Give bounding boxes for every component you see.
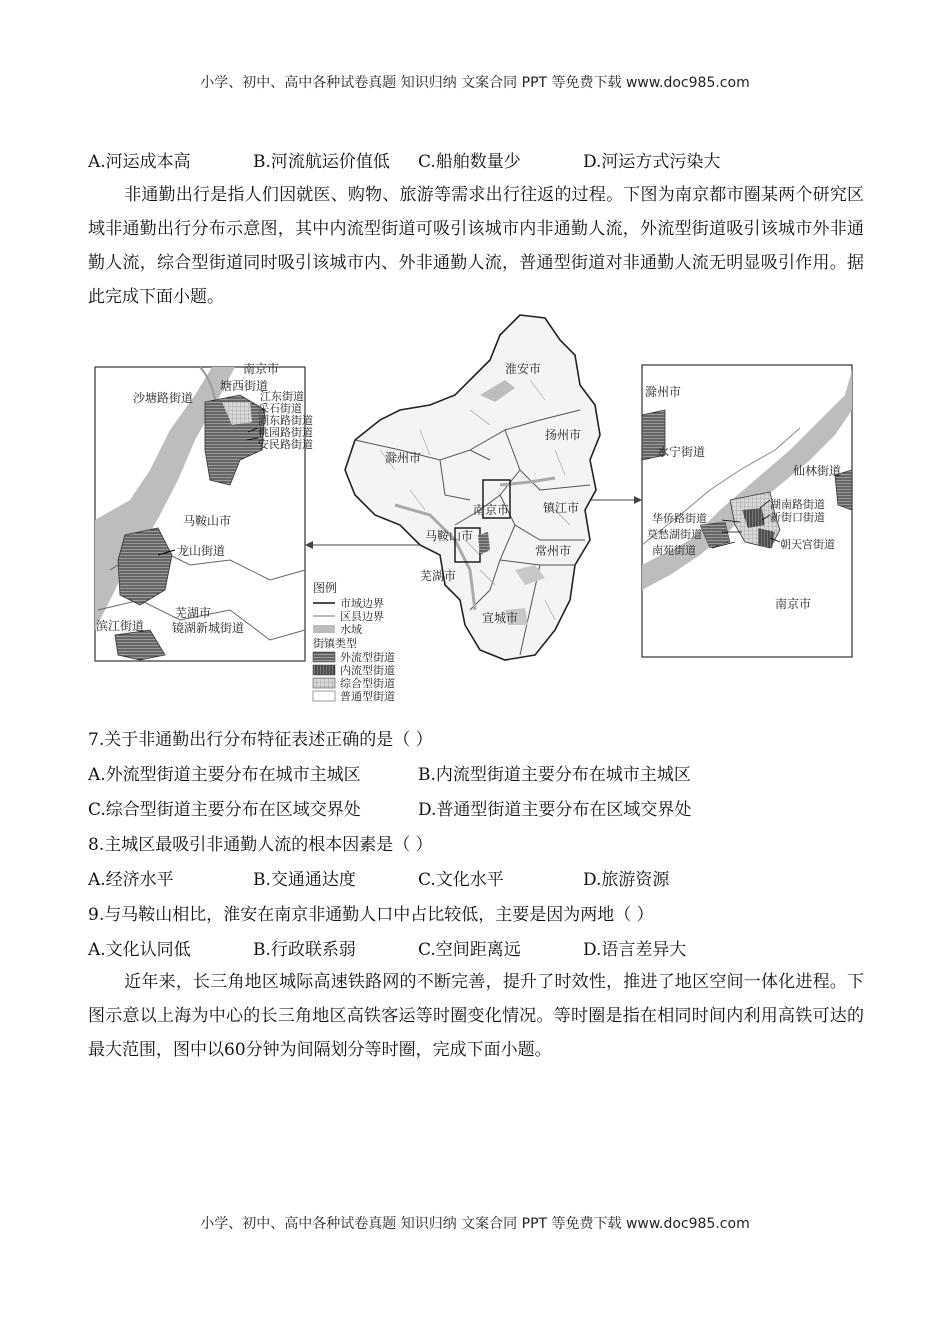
right-label-mochouhu: 莫愁湖街道 <box>647 528 702 541</box>
left-label-wuhu: 芜湖市 <box>175 606 212 620</box>
q6-option-c: C.船舶数量少 <box>418 152 521 172</box>
legend-district-border: 区县边界 <box>340 610 384 623</box>
center-label-nanjing: 南京市 <box>473 503 510 517</box>
right-connector-arrow <box>634 496 642 504</box>
legend-types-title: 街镇类型 <box>313 637 357 650</box>
left-label-anminlu: 安民路街道 <box>258 438 313 451</box>
center-label-huaian: 淮安市 <box>505 362 542 376</box>
left-connector-arrow <box>305 541 313 549</box>
left-label-jinghu: 镜湖新城街道 <box>172 621 245 635</box>
right-label-hunanlu: 湖南路街道 <box>770 498 825 511</box>
page-header: 小学、初中、高中各种试卷真题 知识归纳 文案合同 PPT 等免费下载 www.doc985.com <box>200 75 750 91</box>
left-label-jiangdong: 江东街道 <box>260 390 304 403</box>
left-label-caishi: 采石街道 <box>258 402 302 415</box>
right-label-chuzhou: 滁州市 <box>645 385 682 399</box>
right-label-huaqiaolu: 华侨路街道 <box>652 512 707 525</box>
legend-mixed: 综合型街道 <box>340 677 395 690</box>
q6-option-b: B.河流航运价值低 <box>253 152 390 172</box>
legend-inflow: 内流型街道 <box>340 664 395 677</box>
legend-city-border: 市域边界 <box>340 597 384 610</box>
q9-option-b: B.行政联系弱 <box>253 940 356 960</box>
q8-stem: 8.主城区最吸引非通勤人流的根本因素是（ ） <box>88 835 433 855</box>
center-label-chuzhou: 滁州市 <box>385 451 422 465</box>
center-label-wuhu: 芜湖市 <box>420 569 457 583</box>
right-label-xianlin: 仙林街道 <box>793 464 842 478</box>
left-label-binjiang: 滨江街道 <box>96 619 145 633</box>
q8-option-d: D.旅游资源 <box>583 870 670 890</box>
center-label-changzhou: 常州市 <box>535 544 572 558</box>
q6-option-a: A.河运成本高 <box>88 152 191 172</box>
intro-paragraph-1: 非通勤出行是指人们因就医、购物、旅游等需求出行往返的过程。下图为南京都市圈某两个研究区域非通勤出行分布示意图，其中内流型街道可吸引该城市内非通勤人流，外流型街道吸引该城市外非通勤人流，综合型街道同时吸引该城市内、外非通勤人流，普通型街道对非通勤人流无明显吸引作用。据此完成下面小题。 <box>88 185 864 307</box>
right-label-chaotiangong: 朝天宫街道 <box>780 538 835 551</box>
right-inset-map <box>642 365 852 657</box>
center-label-maanshan: 马鞍山市 <box>425 529 474 543</box>
right-label-shuining: 水宁街道 <box>657 445 706 459</box>
left-label-hudonglu: 湖东路街道 <box>258 414 313 427</box>
intro-paragraph-2: 近年来，长三角地区城际高速铁路网的不断完善，提升了时效性，推进了地区空间一体化进程。下图示意以上海为中心的长三角地区高铁客运等时圈变化情况。等时圈是指在相同时间内利用高铁可达的最大范围，图中以60分钟为间隔划分等时圈，完成下面小题。 <box>88 972 864 1060</box>
q9-option-d: D.语言差异大 <box>583 940 687 960</box>
center-label-yangzhou: 扬州市 <box>545 428 582 442</box>
q9-stem: 9.与马鞍山相比，淮安在南京非通勤人口中占比较低，主要是因为两地（ ） <box>88 905 654 925</box>
q7-stem: 7.关于非通勤出行分布特征表述正确的是（ ） <box>88 730 433 750</box>
left-label-taoyuanlu: 桃园路街道 <box>258 426 313 439</box>
q7-option-a: A.外流型街道主要分布在城市主城区 <box>88 765 361 785</box>
right-label-nanyuan: 南苑街道 <box>652 544 696 557</box>
legend-outflow: 外流型街道 <box>340 651 395 664</box>
q7-option-c: C.综合型街道主要分布在区域交界处 <box>88 800 361 820</box>
left-label-shatanglu: 沙塘路街道 <box>133 391 194 405</box>
q6-option-d: D.河运方式污染大 <box>583 152 721 172</box>
page-footer: 小学、初中、高中各种试卷真题 知识归纳 文案合同 PPT 等免费下载 www.doc985.com <box>200 1216 750 1232</box>
legend-title: 图例 <box>313 581 338 595</box>
q7-option-b: B.内流型街道主要分布在城市主城区 <box>418 765 691 785</box>
q8-option-a: A.经济水平 <box>88 870 174 890</box>
left-inset-map <box>95 361 313 661</box>
right-label-xinjiekou: 新街口街道 <box>770 511 825 524</box>
center-label-xuancheng: 宣城市 <box>482 611 519 625</box>
center-label-zhenjiang: 镇江市 <box>543 501 580 515</box>
q8-option-c: C.文化水平 <box>418 870 504 890</box>
left-label-nanjing: 南京市 <box>243 362 280 376</box>
map-legend <box>313 580 395 703</box>
q9-option-c: C.空间距离远 <box>418 940 521 960</box>
q7-option-d: D.普通型街道主要分布在区域交界处 <box>418 800 692 820</box>
q9-option-a: A.文化认同低 <box>88 940 191 960</box>
right-label-nanjing: 南京市 <box>775 597 812 611</box>
left-label-longshan: 龙山街道 <box>177 544 226 558</box>
q8-option-b: B.交通通达度 <box>253 870 356 890</box>
legend-normal: 普通型街道 <box>340 690 395 703</box>
left-label-tangxi: 塘西街道 <box>220 379 269 393</box>
nanjing-metro-map-figure <box>0 310 950 710</box>
legend-water: 水域 <box>340 623 362 636</box>
left-label-maanshan: 马鞍山市 <box>183 514 232 528</box>
